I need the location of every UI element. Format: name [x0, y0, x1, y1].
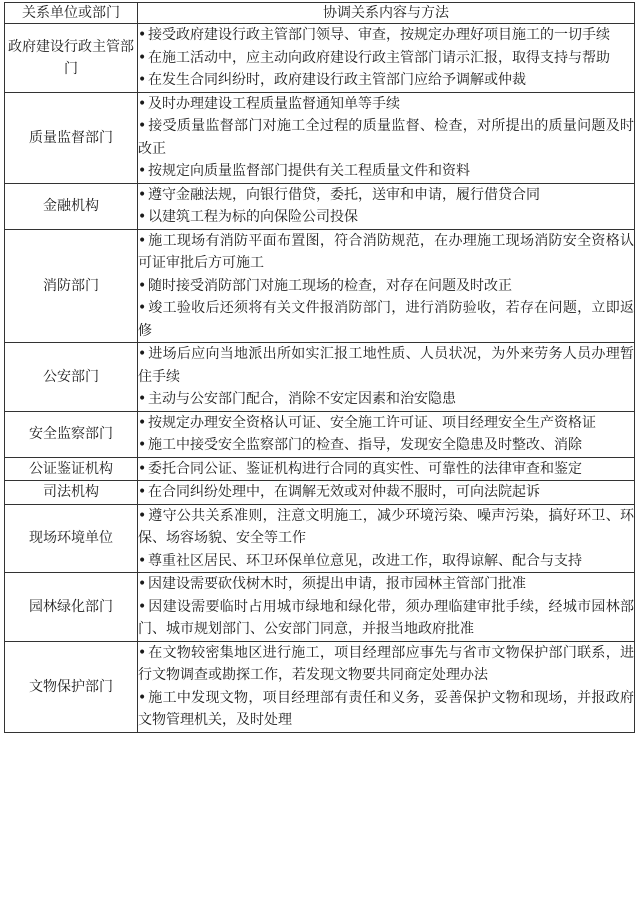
table-body	[5, 24, 635, 733]
table-row	[5, 343, 635, 412]
content-cell	[138, 504, 635, 573]
bullet-icon: •	[138, 414, 147, 431]
bullet-icon: •	[138, 186, 147, 203]
list-item	[138, 642, 634, 687]
item-text: 施工中发现文物，项目经理部有责任和义务，妥善保护文物和现场，并报政府文物管理机关，及时处理	[138, 689, 634, 728]
table-row	[5, 457, 635, 481]
list-item	[138, 47, 634, 70]
item-text: 施工中接受安全监察部门的检查、指导，发现安全隐患及时整改、消除	[148, 437, 582, 453]
item-text: 按规定向质量监督部门提供有关工程质量文件和资料	[148, 163, 470, 179]
list-item	[138, 184, 634, 207]
table-row	[5, 24, 635, 93]
item-text: 接受政府建设行政主管部门领导、审查，按规定办理好项目施工的一切手续	[148, 27, 610, 43]
unit-cell: 政府建设行政主管部门	[5, 24, 138, 93]
bullet-icon: •	[138, 484, 147, 500]
list-item	[138, 297, 634, 342]
item-text: 在合同纠纷处理中，在调解无效或对仲裁不服时，可向法院起诉	[148, 484, 540, 500]
list-item	[138, 93, 634, 116]
table-row	[5, 504, 635, 573]
unit-cell: 安全监察部门	[5, 411, 138, 457]
content-cell	[138, 229, 635, 343]
list-item	[138, 434, 634, 457]
unit-cell: 质量监督部门	[5, 92, 138, 183]
bullet-icon: •	[138, 209, 147, 225]
content-list	[138, 573, 634, 641]
list-item	[138, 343, 634, 388]
content-list	[138, 505, 634, 573]
bullet-icon: •	[138, 460, 147, 477]
table-header-row	[5, 3, 635, 24]
content-list	[138, 184, 634, 229]
list-item	[138, 388, 634, 411]
content-list	[138, 24, 634, 92]
content-cell	[138, 457, 635, 481]
table-row	[5, 92, 635, 183]
header-unit: 关系单位或部门	[5, 3, 138, 24]
item-text: 随时接受消防部门对施工现场的检查，对存在问题及时改正	[148, 277, 512, 294]
item-text: 及时办理建设工程质量监督通知单等手续	[148, 95, 400, 112]
bullet-icon: •	[138, 552, 147, 569]
content-cell	[138, 573, 635, 642]
bullet-icon: •	[138, 95, 147, 112]
item-text: 遵守金融法规，向银行借贷，委托，送审和申请，履行借贷合同	[148, 186, 540, 203]
content-list	[138, 412, 634, 457]
content-list	[138, 458, 634, 481]
list-item	[138, 230, 634, 275]
content-cell	[138, 343, 635, 412]
table-row	[5, 183, 635, 229]
item-text: 尊重社区居民、环卫环保单位意见，改进工作，取得谅解、配合与支持	[148, 552, 582, 569]
item-text: 在施工活动中，应主动向政府建设行政主管部门请示汇报，取得支持与帮助	[148, 49, 610, 66]
list-item	[138, 687, 634, 732]
bullet-icon: •	[138, 163, 147, 179]
item-text: 竣工验收后还须将有关文件报消防部门，进行消防验收，若存在问题，立即返修	[138, 300, 634, 339]
table-row	[5, 573, 635, 642]
table-row	[5, 229, 635, 343]
bullet-icon: •	[138, 27, 147, 43]
bullet-icon: •	[138, 72, 147, 88]
content-cell	[138, 641, 635, 732]
list-item	[138, 596, 634, 641]
content-cell	[138, 481, 635, 505]
unit-cell: 消防部门	[5, 229, 138, 343]
list-item	[138, 550, 634, 573]
bullet-icon: •	[138, 49, 147, 66]
table-row	[5, 641, 635, 732]
list-item	[138, 160, 634, 183]
item-text: 以建筑工程为标的向保险公司投保	[148, 209, 358, 225]
list-item	[138, 573, 634, 596]
unit-cell: 司法机构	[5, 481, 138, 505]
item-text: 在文物较密集地区进行施工，项目经理部应事先与省市文物保护部门联系，进行文物调查或勘探工作，若发现文物要共同商定处理办法	[138, 644, 634, 683]
unit-cell: 公安部门	[5, 343, 138, 412]
item-text: 委托合同公证、鉴证机构进行合同的真实性、可靠性的法律审查和鉴定	[148, 460, 582, 477]
table-row	[5, 481, 635, 505]
unit-cell: 现场环境单位	[5, 504, 138, 573]
item-text: 施工现场有消防平面布置图，符合消防规范，在办理施工现场消防安全资格认可证审批后方可施工	[138, 232, 634, 271]
item-text: 因建设需要砍伐树木时，须提出申请，报市园林主管部门批准	[148, 576, 526, 592]
content-cell	[138, 183, 635, 229]
unit-cell: 文物保护部门	[5, 641, 138, 732]
content-cell	[138, 411, 635, 457]
item-text: 进场后应向当地派出所如实汇报工地性质、人员状况，为外来劳务人员办理暂住手续	[138, 346, 634, 385]
bullet-icon: •	[138, 644, 147, 661]
content-cell	[138, 92, 635, 183]
item-text: 主动与公安部门配合，消除不安定因素和治安隐患	[148, 391, 456, 407]
list-item	[138, 412, 634, 435]
bullet-icon: •	[138, 391, 147, 407]
list-item	[138, 458, 634, 481]
list-item	[138, 206, 634, 229]
unit-cell: 公证鉴证机构	[5, 457, 138, 481]
bullet-icon: •	[138, 507, 147, 524]
table-row	[5, 411, 635, 457]
bullet-icon: •	[138, 689, 147, 706]
item-text: 遵守公共关系准则，注意文明施工，减少环境污染、噪声污染，搞好环卫、环保、场容场貌、安全等工作	[138, 507, 634, 546]
list-item	[138, 69, 634, 92]
list-item	[138, 275, 634, 298]
coordination-table	[4, 2, 635, 733]
unit-cell: 园林绿化部门	[5, 573, 138, 642]
list-item	[138, 115, 634, 160]
bullet-icon: •	[138, 277, 147, 294]
content-list	[138, 230, 634, 343]
item-text: 因建设需要临时占用城市绿地和绿化带，须办理临建审批手续，经城市园林部门、城市规划部门、公安部门同意，并报当地政府批准	[138, 598, 634, 637]
bullet-icon: •	[138, 346, 147, 362]
content-cell	[138, 24, 635, 93]
bullet-icon: •	[138, 300, 147, 316]
header-content: 协调关系内容与方法	[138, 3, 635, 24]
item-text: 接受质量监督部门对施工全过程的质量监督、检查，对所提出的质量问题及时改正	[138, 118, 634, 157]
content-list	[138, 343, 634, 411]
list-item	[138, 481, 634, 504]
list-item	[138, 505, 634, 550]
content-list	[138, 93, 634, 183]
content-list	[138, 642, 634, 732]
item-text: 在发生合同纠纷时，政府建设行政主管部门应给予调解或仲裁	[148, 72, 526, 88]
bullet-icon: •	[138, 576, 147, 592]
bullet-icon: •	[138, 118, 147, 134]
list-item	[138, 24, 634, 47]
bullet-icon: •	[138, 437, 147, 453]
bullet-icon: •	[138, 598, 147, 615]
content-list	[138, 481, 634, 504]
unit-cell: 金融机构	[5, 183, 138, 229]
bullet-icon: •	[138, 232, 147, 249]
item-text: 按规定办理安全资格认可证、安全施工许可证、项目经理安全生产资格证	[148, 414, 596, 431]
